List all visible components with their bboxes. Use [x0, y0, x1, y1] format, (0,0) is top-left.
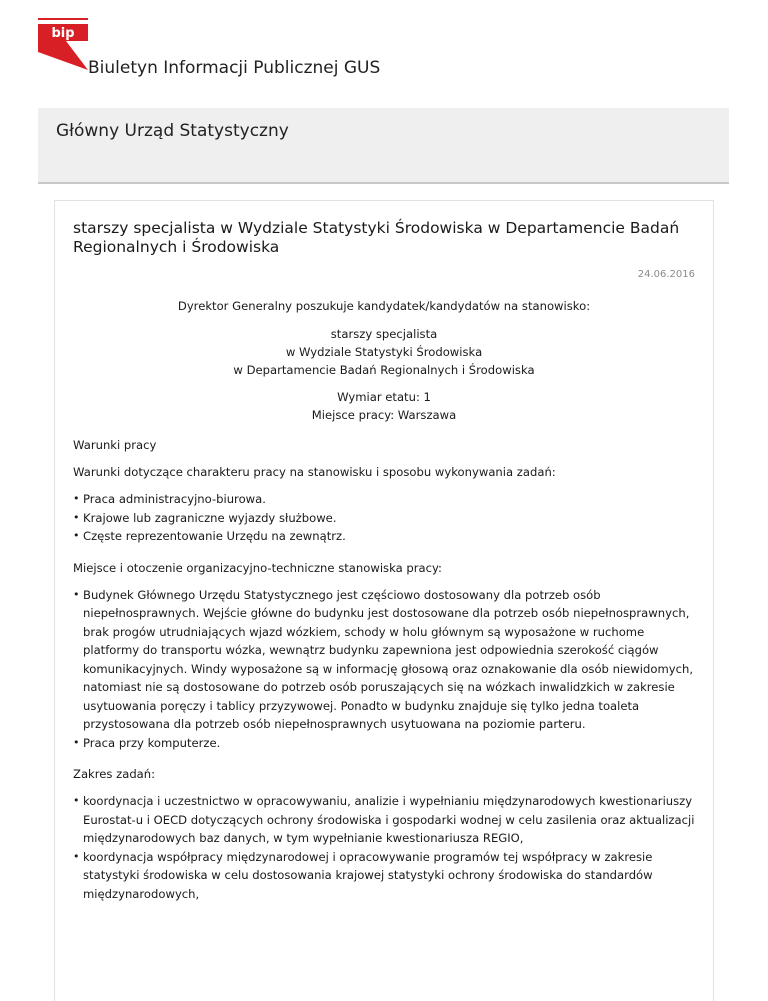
- header-band: [38, 108, 729, 184]
- conditions-list: [73, 490, 695, 546]
- position-block: [73, 325, 695, 379]
- intro-text: Dyrektor Generalny poszukuje kandydatek/kandydatów na stanowisko:: [177, 299, 591, 313]
- article-content: [73, 219, 695, 903]
- site-title[interactable]: Biuletyn Informacji Publicznej GUS: [88, 58, 381, 78]
- bip-logo[interactable]: [38, 18, 88, 70]
- list-item: • Krajowe lub zagraniczne wyjazdy służbowe.: [83, 509, 695, 528]
- conditions-heading: Warunki pracy: [73, 438, 157, 452]
- conditions-intro: Warunki dotyczące charakteru pracy na stanowisku i sposobu wykonywania zadań:: [73, 465, 556, 479]
- article-card: [54, 200, 714, 1001]
- org-name[interactable]: Główny Urząd Statystyczny: [56, 121, 289, 141]
- position-line: w Departamencie Badań Regionalnych i Środowiska: [233, 363, 535, 377]
- position-line: w Wydziale Statystyki Środowiska: [285, 345, 483, 359]
- duties-heading: Zakres zadań:: [73, 767, 156, 781]
- duties-list: [73, 792, 695, 903]
- list-item: • koordynacja współpracy międzynarodowej i opracowywanie programów tej współpracy w zakresie statystyki środowiska w celu dostosowania krajowej statystyki ochrony środowiska do standardów międzynarodowych,: [83, 848, 695, 904]
- list-item: • Praca administracyjno-biurowa.: [83, 490, 695, 509]
- article-title: starszy specjalista w Wydziale Statystyki Środowiska w Departamencie Badań Regionalnych i Środowiska: [73, 219, 680, 256]
- fte-text: Wymiar etatu: 1: [337, 390, 431, 404]
- list-item: • Budynek Głównego Urzędu Statystycznego jest częściowo dostosowany dla potrzeb osób niepełnosprawnych. Wejście główne do budynku jest dostosowane dla potrzeb osób niepełnosprawnych, brak progów utrudniających wjazd wózkiem, schody w holu głównym są wyposażone w ruchome platformy do transportu wózka, wewnątrz budynku zapewniona jest odpowiednia szerokość ciągów komunikacyjnych. Windy wyposażone są w informację głosową oraz oznakowanie dla osób niewidomych, natomiast nie są dostosowane do potrzeb osób poruszających się na wózkach inwalidzkich w zakresie usytuowania poręczy i tablicy przyzywowej. Ponadto w budynku znajduje się tylko jedna toaleta przystosowana dla potrzeb osób niepełnosprawnych usytuowana na poziomie parteru.: [83, 586, 695, 734]
- list-item: • Praca przy komputerze.: [83, 734, 695, 753]
- environment-list: [73, 586, 695, 753]
- environment-heading: Miejsce i otoczenie organizacyjno-techniczne stanowiska pracy:: [73, 560, 442, 575]
- position-line: starszy specjalista: [330, 327, 438, 341]
- list-item: • Częste reprezentowanie Urzędu na zewnątrz.: [83, 527, 695, 546]
- list-item: • koordynacja i uczestnictwo w opracowywaniu, analizie i wypełnianiu międzynarodowych kwestionariuszy Eurostat-u i OECD dotyczących ochrony środowiska i gospodarki wodnej w celu zasilenia oraz aktualizacji międzynarodowych baz danych, w tym wypełnianie kwestionariusza REGIO,: [83, 792, 695, 848]
- publication-date: 24.06.2016: [637, 269, 695, 280]
- location-text: Miejsce pracy: Warszawa: [311, 408, 457, 422]
- employment-block: [73, 388, 695, 424]
- logo-text: bip: [51, 26, 75, 41]
